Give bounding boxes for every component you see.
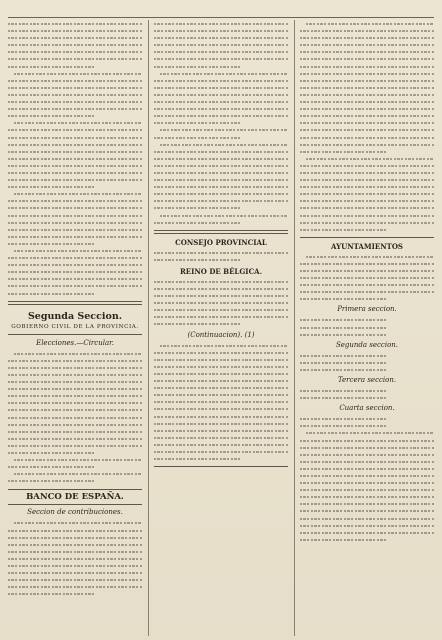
divider [154, 230, 288, 234]
column-2-bottom-text [154, 342, 288, 463]
section-subtitle: GOBIERNO CIVIL DE LA PROVINCIA. [11, 323, 139, 330]
tercera-list [300, 387, 434, 401]
segunda-seccion: Segunda seccion. [335, 340, 399, 349]
column-3-top-text [300, 20, 434, 233]
footnote-rule [154, 466, 288, 467]
primera-seccion: Primera seccion. [337, 305, 397, 314]
segunda-list [300, 352, 434, 373]
continuacion: (Continuacion). (1) [187, 330, 255, 339]
elecciones-heading: Elecciones.—Circular. [36, 338, 114, 347]
reino-title: REINO DE BÉLGICA. [179, 266, 263, 276]
primera-list [300, 316, 434, 337]
ayuntamientos-title: AYUNTAMIENTOS [331, 241, 403, 251]
columns [8, 20, 434, 636]
cuarta-list [300, 415, 434, 429]
contribuciones-text [8, 519, 142, 597]
column-1-top-text [8, 20, 142, 297]
ayuntamientos-text [300, 253, 434, 303]
section-divider [8, 301, 142, 305]
page-header [10, 4, 432, 16]
consejo-text [154, 249, 288, 263]
divider [8, 334, 142, 335]
tercera-seccion: Tercera seccion. [337, 376, 397, 385]
column-3-bottom-text [300, 429, 434, 543]
elecciones-text [8, 350, 142, 485]
consejo-title: CONSEJO PROVINCIAL [175, 237, 267, 247]
column-1 [8, 20, 142, 636]
bank-title: BANCO DE ESPAÑA. [8, 489, 142, 505]
divider [300, 237, 434, 238]
section-title: Segunda Seccion. [27, 310, 123, 322]
header-rule [8, 17, 434, 18]
expo-text [154, 278, 288, 328]
column-2 [148, 20, 288, 636]
column-2-top-text [154, 20, 288, 226]
contribuciones-heading: Seccion de contribuciones. [27, 508, 123, 517]
column-3 [294, 20, 434, 636]
cuarta-seccion: Cuarta seccion. [339, 404, 395, 413]
